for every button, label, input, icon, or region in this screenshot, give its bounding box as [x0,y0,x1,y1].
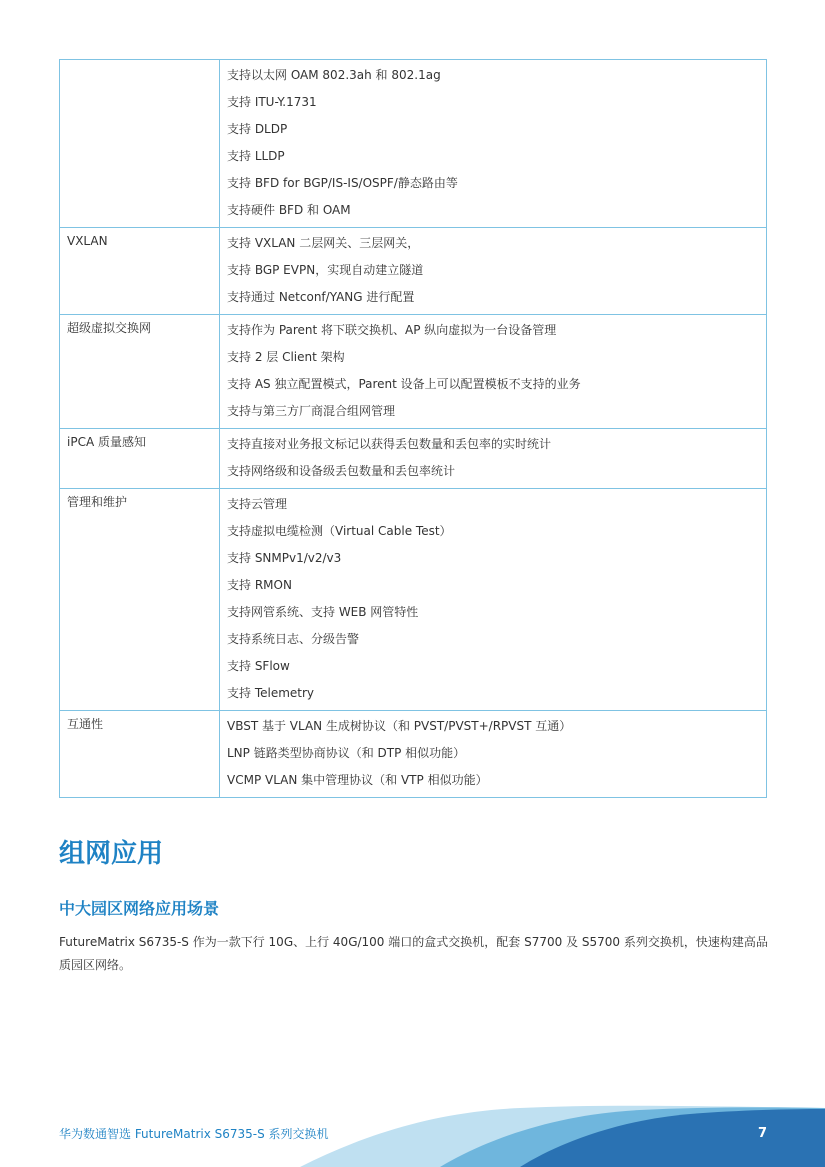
feature-item: 支持虚拟电缆检测（Virtual Cable Test） [227,524,452,538]
table-row [60,429,767,489]
feature-item: 支持网管系统、支持 WEB 网管特性 [227,605,419,619]
feature-item: 支持硬件 BFD 和 OAM [227,203,351,217]
feature-item: 支持 ITU-Y.1731 [227,95,317,109]
feature-item: 支持 VXLAN 二层网关、三层网关， [227,236,420,250]
feature-item: 支持与第三方厂商混合组网管理 [227,404,396,418]
feature-category: 超级虚拟交换网 [60,315,220,429]
feature-item: 支持 BFD for BGP/IS-IS/OSPF/静态路由等 [227,176,458,190]
table-row [60,711,767,798]
feature-items [220,711,767,798]
section-paragraph: FutureMatrix S6735-S 作为一款下行 10G、上行 40G/100 端口的盒式交换机，配套 S7700 及 S5700 系列交换机，快速构建高品质园区网络。 [59,935,768,972]
feature-item: VCMP VLAN 集中管理协议（和 VTP 相似功能） [227,773,488,787]
feature-item: 支持 LLDP [227,149,285,163]
feature-item: 支持系统日志、分级告警 [227,632,360,646]
feature-item: 支持通过 Netconf/YANG 进行配置 [227,290,415,304]
section-title: 组网应用 [59,839,164,869]
feature-item: 支持 RMON [227,578,292,592]
feature-item: LNP 链路类型协商协议（和 DTP 相似功能） [227,746,466,760]
feature-item: 支持 2 层 Client 架构 [227,350,345,364]
feature-category: 互通性 [60,711,220,798]
feature-item: 支持 BGP EVPN，实现自动建立隧道 [227,263,424,277]
feature-item: VBST 基于 VLAN 生成树协议（和 PVST/PVST+/RPVST 互通） [227,719,572,733]
footer-text: 华为数通智选 FutureMatrix S6735-S 系列交换机 [59,1127,329,1141]
feature-item: 支持 DLDP [227,122,288,136]
section-subtitle: 中大园区网络应用场景 [59,899,220,918]
feature-item: 支持云管理 [227,497,288,511]
table-row [60,315,767,429]
feature-category [60,60,220,228]
page-number: 7 [757,1126,767,1141]
feature-item: 支持网络级和设备级丢包数量和丢包率统计 [227,464,456,478]
feature-item: 支持直接对业务报文标记以获得丢包数量和丢包率的实时统计 [227,437,552,451]
feature-items [220,315,767,429]
table-row [60,489,767,711]
table-row [60,60,767,228]
feature-category: 管理和维护 [60,489,220,711]
feature-items [220,489,767,711]
feature-item: 支持 SFlow [227,659,290,673]
feature-item: 支持 AS 独立配置模式，Parent 设备上可以配置模板不支持的业务 [227,377,581,391]
feature-items [220,60,767,228]
spec-table-body [60,60,767,798]
feature-category: iPCA 质量感知 [60,429,220,489]
feature-item: 支持 Telemetry [227,686,315,700]
feature-item: 支持以太网 OAM 802.3ah 和 802.1ag [227,68,441,82]
feature-item: 支持作为 Parent 将下联交换机、AP 纵向虚拟为一台设备管理 [227,323,557,337]
table-row [60,228,767,315]
spec-table [59,59,767,798]
feature-category: VXLAN [60,228,220,315]
feature-items [220,228,767,315]
feature-items [220,429,767,489]
feature-item: 支持 SNMPv1/v2/v3 [227,551,342,565]
